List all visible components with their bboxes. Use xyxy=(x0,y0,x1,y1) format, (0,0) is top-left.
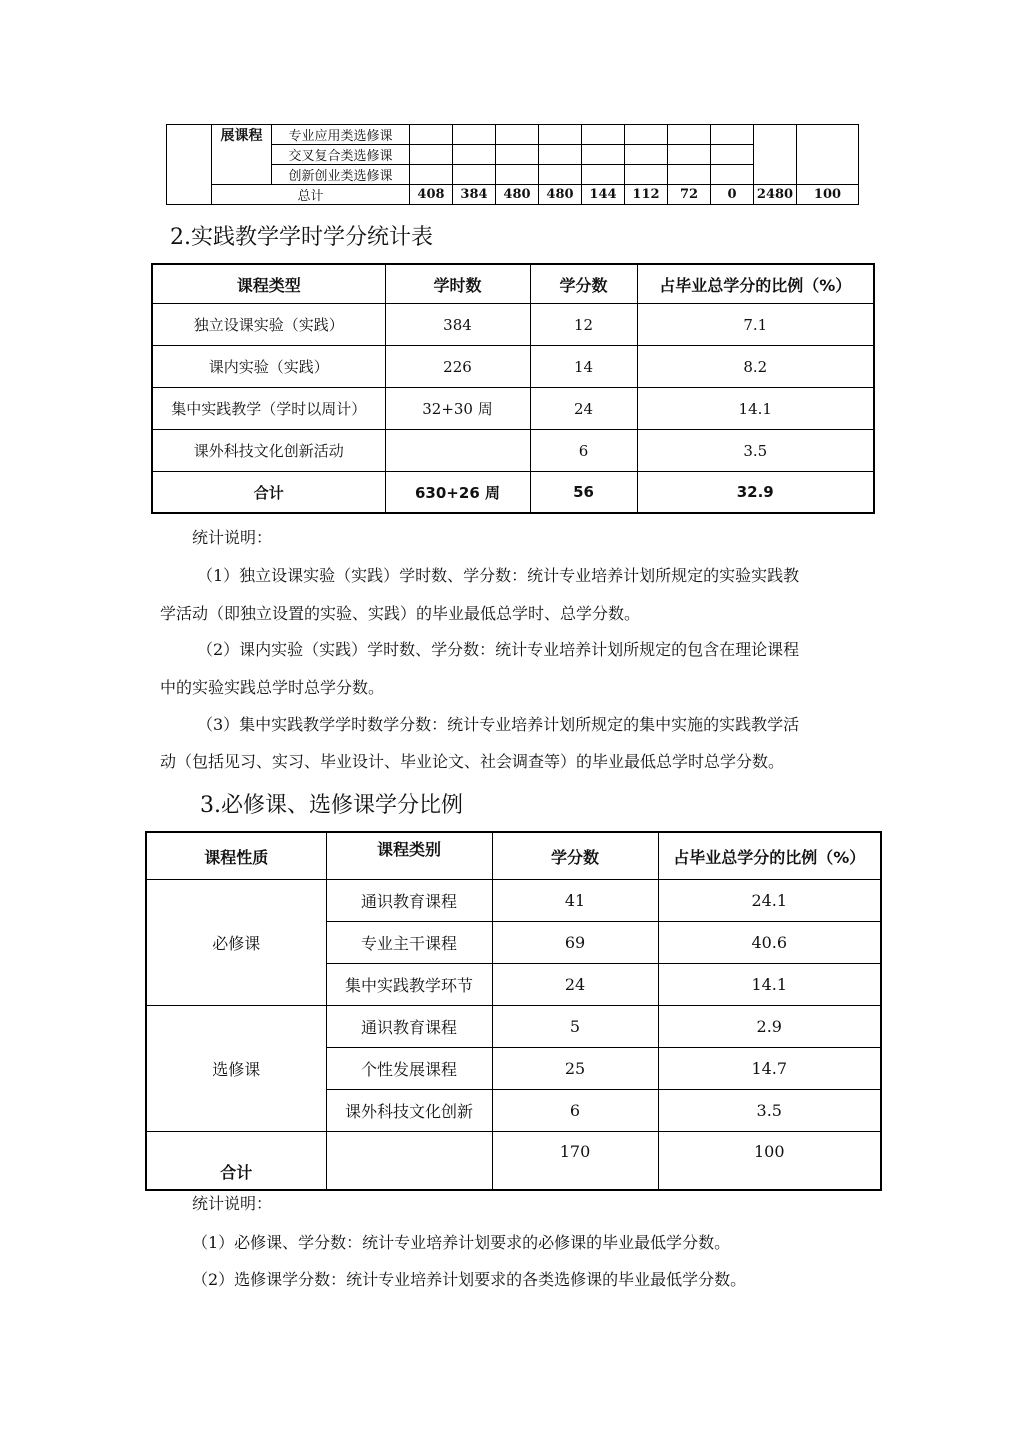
hours: 32+30 周 xyxy=(385,388,530,430)
total-label: 合计 xyxy=(146,1132,326,1191)
total-value: 144 xyxy=(582,185,625,205)
total-value: 112 xyxy=(625,185,668,205)
ratio: 14.1 xyxy=(637,388,874,430)
total-row xyxy=(152,472,874,514)
course-type: 集中实践教学（学时以周计） xyxy=(152,388,385,430)
section-heading: 2.实践教学学时学分统计表 xyxy=(170,225,433,250)
notes-title: 统计说明： xyxy=(192,1194,273,1213)
hours: 226 xyxy=(385,346,530,388)
column-header: 课程类别 xyxy=(326,832,492,880)
table-row xyxy=(152,388,874,430)
column-header: 学时数 xyxy=(385,264,530,304)
ratio: 8.2 xyxy=(637,346,874,388)
note-line: （3）集中实践教学学时数学分数：统计专业培养计划所规定的集中实施的实践教学活 xyxy=(197,715,800,734)
ratio: 14.7 xyxy=(658,1048,881,1090)
table-row xyxy=(146,1006,881,1048)
column-header: 占毕业总学分的比例（%） xyxy=(658,832,881,880)
course-hours-table-continued xyxy=(166,124,859,205)
hours: 384 xyxy=(385,304,530,346)
column-header: 学分数 xyxy=(492,832,658,880)
total-value: 480 xyxy=(539,185,582,205)
empty-cell xyxy=(797,125,859,185)
column-header: 课程类型 xyxy=(152,264,385,304)
total-row xyxy=(167,185,859,205)
practice-teaching-table xyxy=(151,263,875,514)
course-category: 个性发展课程 xyxy=(326,1048,492,1090)
credits: 25 xyxy=(492,1048,658,1090)
total-value: 72 xyxy=(668,185,711,205)
ratio: 7.1 xyxy=(637,304,874,346)
credits: 6 xyxy=(530,430,637,472)
table-row xyxy=(152,346,874,388)
credits: 41 xyxy=(492,880,658,922)
ratio: 24.1 xyxy=(658,880,881,922)
course-nature: 选修课 xyxy=(146,1006,326,1132)
course-category: 集中实践教学环节 xyxy=(326,964,492,1006)
section-heading: 3.必修课、选修课学分比例 xyxy=(200,793,463,818)
total-value: 2480 xyxy=(754,185,797,205)
course-category: 通识教育课程 xyxy=(326,1006,492,1048)
total-value: 408 xyxy=(410,185,453,205)
total-row xyxy=(146,1132,881,1191)
credits: 69 xyxy=(492,922,658,964)
ratio: 3.5 xyxy=(637,430,874,472)
table-row xyxy=(146,880,881,922)
column-header: 学分数 xyxy=(530,264,637,304)
total-ratio: 100 xyxy=(658,1132,881,1191)
table-header-row xyxy=(146,832,881,880)
total-value: 0 xyxy=(711,185,754,205)
total-hours: 630+26 周 xyxy=(385,472,530,514)
row-name: 创新创业类选修课 xyxy=(272,165,410,185)
course-type: 课内实验（实践） xyxy=(152,346,385,388)
hours xyxy=(385,430,530,472)
credits: 24 xyxy=(530,388,637,430)
row-name: 专业应用类选修课 xyxy=(272,125,410,145)
note-line: （2）课内实验（实践）学时数、学分数：统计专业培养计划所规定的包含在理论课程 xyxy=(197,640,800,659)
ratio: 2.9 xyxy=(658,1006,881,1048)
column-header: 课程性质 xyxy=(146,832,326,880)
course-category: 专业主干课程 xyxy=(326,922,492,964)
ratio: 14.1 xyxy=(658,964,881,1006)
total-value: 480 xyxy=(496,185,539,205)
ratio: 3.5 xyxy=(658,1090,881,1132)
credits: 5 xyxy=(492,1006,658,1048)
credits: 24 xyxy=(492,964,658,1006)
column-header: 占毕业总学分的比例（%） xyxy=(637,264,874,304)
total-category xyxy=(326,1132,492,1191)
table-row xyxy=(167,125,859,145)
row-name: 交叉复合类选修课 xyxy=(272,145,410,165)
table-row xyxy=(152,430,874,472)
group-label: 展课程 xyxy=(212,125,272,185)
total-label: 合计 xyxy=(152,472,385,514)
total-value: 384 xyxy=(453,185,496,205)
credit-ratio-table xyxy=(145,831,882,1191)
empty-cell xyxy=(754,125,797,185)
total-credits: 170 xyxy=(492,1132,658,1191)
course-nature: 必修课 xyxy=(146,880,326,1006)
credits: 6 xyxy=(492,1090,658,1132)
note-line: 学活动（即独立设置的实验、实践）的毕业最低总学时、总学分数。 xyxy=(160,604,641,623)
note-line: （1）独立设课实验（实践）学时数、学分数：统计专业培养计划所规定的实验实践教 xyxy=(197,566,800,585)
note-line: 动（包括见习、实习、毕业设计、毕业论文、社会调查等）的毕业最低总学时总学分数。 xyxy=(160,752,785,771)
course-type: 独立设课实验（实践） xyxy=(152,304,385,346)
credits: 12 xyxy=(530,304,637,346)
empty-cell xyxy=(167,125,212,205)
course-category: 通识教育课程 xyxy=(326,880,492,922)
total-credits: 56 xyxy=(530,472,637,514)
note-line: （1）必修课、学分数：统计专业培养计划要求的必修课的毕业最低学分数。 xyxy=(192,1233,731,1252)
total-value: 100 xyxy=(797,185,859,205)
table-header-row xyxy=(152,264,874,304)
ratio: 40.6 xyxy=(658,922,881,964)
notes-title: 统计说明： xyxy=(192,528,273,547)
total-label: 总计 xyxy=(212,185,410,205)
course-type: 课外科技文化创新活动 xyxy=(152,430,385,472)
course-category: 课外科技文化创新 xyxy=(326,1090,492,1132)
total-ratio: 32.9 xyxy=(637,472,874,514)
note-line: 中的实验实践总学时总学分数。 xyxy=(160,678,385,697)
credits: 14 xyxy=(530,346,637,388)
note-line: （2）选修课学分数：统计专业培养计划要求的各类选修课的毕业最低学分数。 xyxy=(192,1270,747,1289)
table-row xyxy=(152,304,874,346)
